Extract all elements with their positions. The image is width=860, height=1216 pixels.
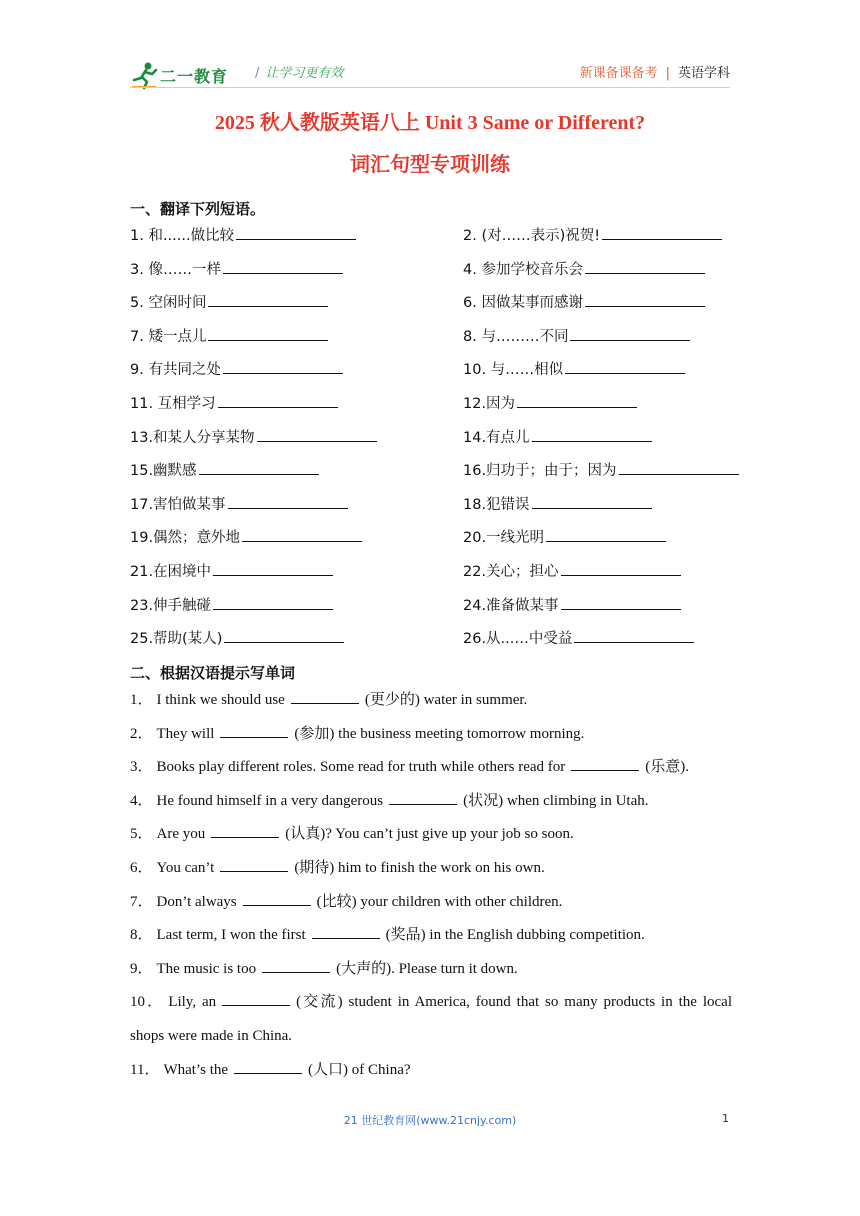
question-item — [130, 919, 732, 953]
phrase-text: 18.犯错误 — [463, 496, 530, 513]
question-text-after: (期待) him to finish the work on his own. — [294, 859, 545, 876]
question-text-after: (状况) when climbing in Utah. — [463, 792, 649, 809]
phrase-list — [130, 224, 740, 661]
phrase-item — [130, 526, 362, 547]
phrase-item — [130, 560, 333, 581]
header-course-label: 新课备课备考 — [579, 66, 658, 81]
answer-blank[interactable] — [570, 326, 690, 341]
header-right — [580, 62, 730, 81]
phrase-text: 4. 参加学校音乐会 — [463, 261, 583, 278]
answer-blank[interactable] — [222, 991, 290, 1006]
question-item — [130, 785, 732, 819]
answer-blank[interactable] — [517, 393, 637, 408]
question-number: 7． — [130, 893, 153, 910]
phrase-text: 15.幽默感 — [130, 463, 197, 480]
phrase-item — [463, 224, 722, 245]
phrase-text: 7. 矮一点儿 — [130, 328, 207, 345]
answer-blank[interactable] — [291, 689, 359, 704]
slogan — [255, 62, 343, 81]
answer-blank[interactable] — [236, 225, 356, 240]
header-divider: | — [665, 66, 670, 81]
phrase-item — [130, 392, 338, 413]
phrase-item — [463, 325, 690, 346]
question-item — [130, 818, 732, 852]
phrase-item — [463, 493, 652, 514]
answer-blank[interactable] — [571, 756, 639, 771]
answer-blank[interactable] — [574, 628, 694, 643]
answer-blank[interactable] — [223, 259, 343, 274]
answer-blank[interactable] — [602, 225, 722, 240]
question-text-before: Books play different roles. Some read for truth while others read for — [156, 759, 566, 776]
question-text-before: Don’t always — [156, 893, 237, 910]
question-text-before: They will — [156, 725, 215, 742]
answer-blank[interactable] — [213, 595, 333, 610]
header-rule — [130, 87, 730, 88]
slogan-text: 让学习更有效 — [265, 66, 344, 81]
phrase-text: 12.因为 — [463, 395, 516, 412]
question-text-after: (参加) the business meeting tomorrow morning. — [294, 725, 585, 742]
phrase-item — [130, 291, 328, 312]
answer-blank[interactable] — [208, 326, 328, 341]
question-text-after: (认真)? You can’t just give up your job so soon. — [285, 826, 574, 843]
question-number: 9． — [130, 960, 153, 977]
phrase-item — [130, 224, 356, 245]
phrase-text: 22.关心；担心 — [463, 563, 559, 580]
phrase-text: 19.偶然；意外地 — [130, 530, 241, 547]
answer-blank[interactable] — [561, 595, 681, 610]
answer-blank[interactable] — [532, 494, 652, 509]
answer-blank[interactable] — [199, 460, 319, 475]
phrase-row — [130, 291, 740, 325]
phrase-item — [130, 325, 328, 346]
question-text-before: What’s the — [163, 1061, 229, 1078]
phrase-text: 3. 像……一样 — [130, 261, 221, 278]
phrase-text: 21.在困境中 — [130, 563, 212, 580]
phrase-text: 13.和某人分享某物 — [130, 429, 255, 446]
question-number: 3． — [130, 759, 153, 776]
phrase-row — [130, 493, 740, 527]
document-subtitle: 词汇句型专项训练 — [350, 152, 510, 176]
page-number: 1 — [722, 1112, 729, 1125]
phrase-text: 17.害怕做某事 — [130, 496, 226, 513]
question-text-after: (交流) student in America, found that so many products in the local shops were made in China. — [130, 994, 733, 1044]
question-text-before: He found himself in a very dangerous — [156, 792, 384, 809]
question-number: 11． — [130, 1061, 160, 1078]
phrase-text: 23.伸手触碰 — [130, 597, 212, 614]
phrase-item — [130, 426, 377, 447]
answer-blank[interactable] — [532, 427, 652, 442]
question-item — [130, 953, 732, 987]
question-number: 10． — [130, 994, 165, 1011]
question-number: 1． — [130, 692, 153, 708]
answer-blank[interactable] — [585, 259, 705, 274]
question-text-before: Lily, an — [168, 994, 217, 1011]
phrase-row — [130, 560, 740, 594]
phrase-row — [130, 594, 740, 628]
phrase-text: 10. 与……相似 — [463, 362, 564, 379]
phrase-text: 11. 互相学习 — [130, 395, 216, 412]
phrase-row — [130, 392, 740, 426]
answer-blank[interactable] — [234, 1059, 302, 1074]
phrase-row — [130, 426, 740, 460]
answer-blank[interactable] — [546, 527, 666, 542]
answer-blank[interactable] — [220, 857, 288, 872]
question-text-after: (更少的) water in summer. — [364, 692, 528, 708]
question-item — [130, 886, 732, 920]
page-header — [130, 56, 730, 92]
phrase-item — [130, 358, 343, 379]
phrase-item — [463, 358, 685, 379]
question-text-after: (人口) of China? — [308, 1061, 411, 1078]
slogan-slash: / — [255, 66, 260, 81]
phrase-item — [463, 392, 637, 413]
runner-logo-icon — [130, 60, 160, 90]
answer-blank[interactable] — [389, 790, 457, 805]
phrase-row — [130, 459, 740, 493]
phrase-text: 26.从...…中受益 — [463, 631, 573, 648]
logo-text: 二一教育 — [160, 67, 229, 86]
answer-blank[interactable] — [228, 494, 348, 509]
answer-blank[interactable] — [220, 723, 288, 738]
question-item — [130, 751, 732, 785]
phrase-item — [130, 627, 344, 648]
phrase-text: 24.准备做某事 — [463, 597, 559, 614]
question-item — [130, 852, 732, 886]
phrase-item — [463, 426, 652, 447]
phrase-item — [463, 258, 705, 279]
answer-blank[interactable] — [619, 460, 739, 475]
phrase-text: 25.帮助(某人) — [130, 631, 223, 648]
question-number: 2． — [130, 725, 153, 742]
answer-blank[interactable] — [257, 427, 377, 442]
phrase-row — [130, 627, 740, 661]
answer-blank[interactable] — [561, 561, 681, 576]
question-number: 5． — [130, 826, 153, 843]
answer-blank[interactable] — [243, 891, 311, 906]
question-text-before: Are you — [156, 826, 206, 843]
phrase-item — [463, 459, 739, 480]
question-text-before: Last term, I won the first — [156, 927, 306, 944]
answer-blank[interactable] — [585, 292, 705, 307]
phrase-text: 5. 空闲时间 — [130, 295, 207, 312]
header-subject: 英语学科 — [677, 66, 730, 81]
question-item — [130, 718, 732, 752]
question-number: 6． — [130, 859, 153, 876]
question-text-before: I think we should use — [156, 692, 285, 708]
question-number: 4． — [130, 792, 153, 809]
phrase-text: 1. 和......做比较 — [130, 228, 235, 244]
question-text-after: (奖品) in the English dubbing competition. — [385, 927, 645, 944]
phrase-item — [130, 594, 333, 615]
answer-blank[interactable] — [312, 924, 380, 939]
phrase-row — [130, 358, 740, 392]
phrase-row — [130, 325, 740, 359]
phrase-item — [463, 594, 681, 615]
answer-blank[interactable] — [213, 561, 333, 576]
question-item — [130, 986, 732, 1053]
question-number: 8． — [130, 927, 153, 944]
phrase-text: 8. 与………不同 — [463, 328, 569, 345]
phrase-item — [130, 258, 343, 279]
phrase-item — [463, 291, 705, 312]
phrase-text: 2. (对……表示)祝贺! — [463, 228, 601, 244]
phrase-item — [463, 560, 681, 581]
answer-blank[interactable] — [242, 527, 362, 542]
phrase-row — [130, 258, 740, 292]
phrase-row — [130, 526, 740, 560]
phrase-item — [463, 526, 666, 547]
question-item — [130, 1054, 732, 1088]
answer-blank[interactable] — [223, 359, 343, 374]
section1-heading: 一、翻译下列短语。 — [130, 200, 266, 218]
answer-blank[interactable] — [224, 628, 344, 643]
section2-heading: 二、根据汉语提示写单词 — [130, 664, 296, 682]
answer-blank[interactable] — [211, 823, 279, 838]
answer-blank[interactable] — [565, 359, 685, 374]
logo — [130, 60, 240, 90]
question-text-before: You can’t — [156, 859, 215, 876]
question-text-after: (大声的). Please turn it down. — [336, 960, 518, 977]
phrase-text: 16.归功于；由于；因为 — [463, 463, 617, 480]
phrase-item — [130, 459, 319, 480]
phrase-row — [130, 224, 740, 258]
footer-source[interactable]: 21 世纪教育网(www.21cnjy.com) — [343, 1114, 517, 1127]
question-text-before: The music is too — [156, 960, 257, 977]
question-text-after: (比较) your children with other children. — [316, 893, 563, 910]
phrase-item — [463, 627, 694, 648]
document-title: 2025 秋人教版英语八上 Unit 3 Same or Different? — [214, 112, 646, 134]
answer-blank[interactable] — [208, 292, 328, 307]
phrase-text: 20.一线光明 — [463, 530, 545, 547]
fill-in-list — [130, 684, 732, 1087]
phrase-item — [130, 493, 348, 514]
phrase-text: 6. 因做某事而感谢 — [463, 295, 583, 312]
phrase-text: 9. 有共同之处 — [130, 362, 221, 379]
answer-blank[interactable] — [262, 958, 330, 973]
answer-blank[interactable] — [218, 393, 338, 408]
question-text-after: (乐意). — [645, 759, 690, 776]
phrase-text: 14.有点儿 — [463, 429, 530, 446]
question-item — [130, 684, 732, 718]
